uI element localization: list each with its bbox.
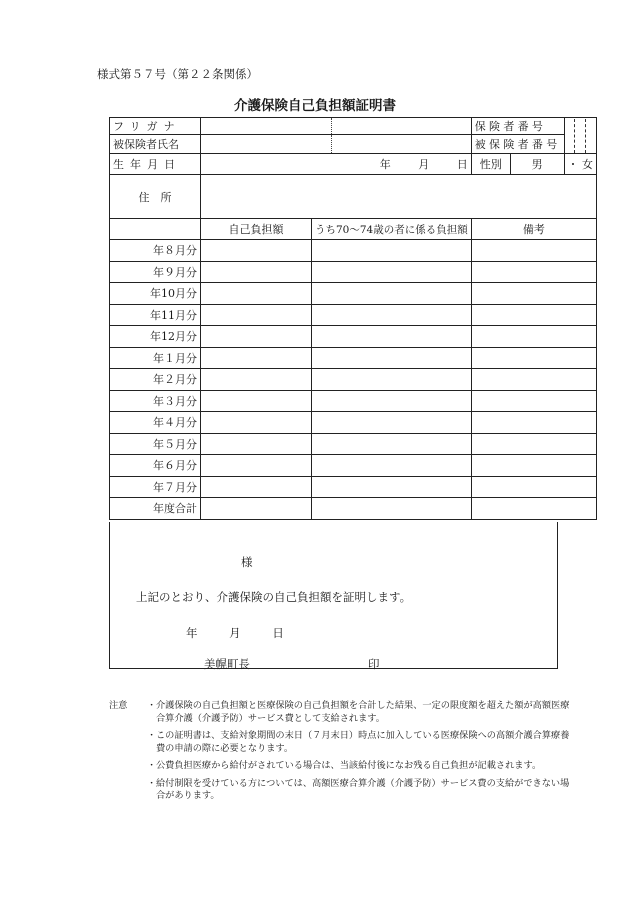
note-bullet: ・ [147,730,157,741]
note-bullet: ・ [147,700,157,711]
age-copay-cell[interactable] [312,326,472,348]
address-field[interactable] [201,175,597,219]
remarks-cell[interactable] [471,455,596,477]
copay-cell[interactable] [201,455,312,477]
note-item: ・ 給付制限を受けている方については、高額医療合算介護（介護予防）サービス費の支給ができない場合があります。 [147,777,570,801]
month-label: 年12月分 [110,326,201,348]
insured-number-label: 被保険者番号 [471,135,564,154]
furigana-row [110,118,597,135]
address-row [110,175,597,219]
form-number: 様式第５７号（第２２条関係） [97,67,258,81]
sex-separator: ・ [567,158,579,171]
month-label: 年１月分 [110,347,201,369]
month-label: 年２月分 [110,369,201,391]
insurer-number-label: 保険者番号 [471,118,564,135]
copay-cell[interactable] [201,412,312,434]
month-row [110,433,597,455]
copay-cell[interactable] [201,283,312,305]
remarks-cell[interactable] [471,347,596,369]
insurer-number-field[interactable] [564,118,597,154]
month-row [110,498,597,520]
notes-list [109,700,574,803]
age-copay-cell[interactable] [312,347,472,369]
age-copay-cell[interactable] [312,412,472,434]
cert-year-unit: 年 [186,626,198,640]
remarks-cell[interactable] [471,369,596,391]
column-age-copay: うち70～74歳の者に係る負担額 [312,219,472,240]
notes-section [109,700,574,808]
remarks-cell[interactable] [471,261,596,283]
age-copay-cell[interactable] [312,240,472,262]
copay-cell[interactable] [201,390,312,412]
month-row [110,369,597,391]
remarks-cell[interactable] [471,476,596,498]
month-row [110,347,597,369]
cert-month-unit: 月 [229,626,241,640]
month-row [110,240,597,262]
sex-cell [471,154,564,175]
notes-label: 注意 [109,700,128,711]
month-row [110,326,597,348]
month-label: 年５月分 [110,433,201,455]
page-title: 介護保険自己負担額証明書 [234,98,396,114]
birth-year-unit: 年 [379,158,391,171]
female-option[interactable]: 女 [582,158,594,171]
age-copay-cell[interactable] [312,455,472,477]
male-option[interactable]: 男 [531,158,543,171]
birth-month-unit: 月 [418,158,430,171]
insured-name-label: 被保険者氏名 [110,135,201,154]
insured-name-field[interactable] [201,135,472,154]
age-copay-cell[interactable] [312,283,472,305]
furigana-field[interactable] [201,118,472,135]
note-item: ・ 公費負担医療から給付がされている場合は、当該給付後になお残る自己負担が記載されます。 [147,760,542,771]
column-copay: 自己負担額 [201,219,312,240]
copay-cell[interactable] [201,476,312,498]
age-copay-cell[interactable] [312,304,472,326]
copay-cell[interactable] [201,304,312,326]
age-copay-cell[interactable] [312,433,472,455]
remarks-cell[interactable] [471,498,596,520]
certification-text: 上記のとおり、介護保険の自己負担額を証明します。 [136,590,412,604]
insured-name-row [110,135,597,154]
month-row [110,412,597,434]
seal-mark: 印 [368,657,380,671]
sex-label: 性別 [472,154,511,174]
remarks-cell[interactable] [471,412,596,434]
address-label: 住 所 [110,175,201,219]
birthdate-row [110,154,597,175]
age-copay-cell[interactable] [312,476,472,498]
month-label: 年９月分 [110,261,201,283]
column-remarks: 備考 [471,219,596,240]
age-copay-cell[interactable] [312,261,472,283]
month-row [110,390,597,412]
copay-cell[interactable] [201,326,312,348]
copay-cell[interactable] [201,261,312,283]
copay-cell[interactable] [201,498,312,520]
birthdate-field[interactable] [201,154,472,175]
month-label: 年８月分 [110,240,201,262]
month-row [110,455,597,477]
age-copay-cell[interactable] [312,390,472,412]
month-label: 年度合計 [110,498,201,520]
age-copay-cell[interactable] [312,369,472,391]
note-item: ・ 介護保険の自己負担額と医療保険の自己負担額を合計した結果、一定の限度額を超えた額が高額医療合算介護（介護予防）サービス費として支給されます。 [147,700,570,724]
copay-cell[interactable] [201,347,312,369]
cert-day-unit: 日 [272,626,284,640]
remarks-cell[interactable] [471,283,596,305]
remarks-cell[interactable] [471,240,596,262]
month-label: 年６月分 [110,455,201,477]
birth-day-unit: 日 [456,158,468,171]
remarks-cell[interactable] [471,433,596,455]
note-item: ・ この証明書は、支給対象期間の末日（７月末日）時点に加入している医療保険への高額介護合算療養費の申請の際に必要となります。 [147,730,570,754]
month-label: 年10月分 [110,283,201,305]
month-row [110,283,597,305]
certification-date [186,625,284,641]
note-bullet: ・ [147,777,157,789]
month-label: 年７月分 [110,476,201,498]
remarks-cell[interactable] [471,304,596,326]
month-row [110,304,597,326]
age-copay-cell[interactable] [312,498,472,520]
copay-cell[interactable] [201,240,312,262]
copay-cell[interactable] [201,433,312,455]
furigana-label: フリガナ [110,118,201,135]
remarks-cell[interactable] [471,326,596,348]
certificate-table [109,117,597,520]
remarks-cell[interactable] [471,390,596,412]
certification-block [109,522,558,669]
addressee-honorific: 様 [241,555,253,569]
issuer-name: 美幌町長 [204,657,250,671]
copay-cell[interactable] [201,369,312,391]
sex-options [564,154,597,175]
birthdate-label: 生年月日 [110,154,201,175]
month-row [110,476,597,498]
month-row [110,261,597,283]
month-label: 年11月分 [110,304,201,326]
month-label: 年４月分 [110,412,201,434]
column-header-row [110,219,597,240]
month-label: 年３月分 [110,390,201,412]
note-bullet: ・ [147,760,157,771]
